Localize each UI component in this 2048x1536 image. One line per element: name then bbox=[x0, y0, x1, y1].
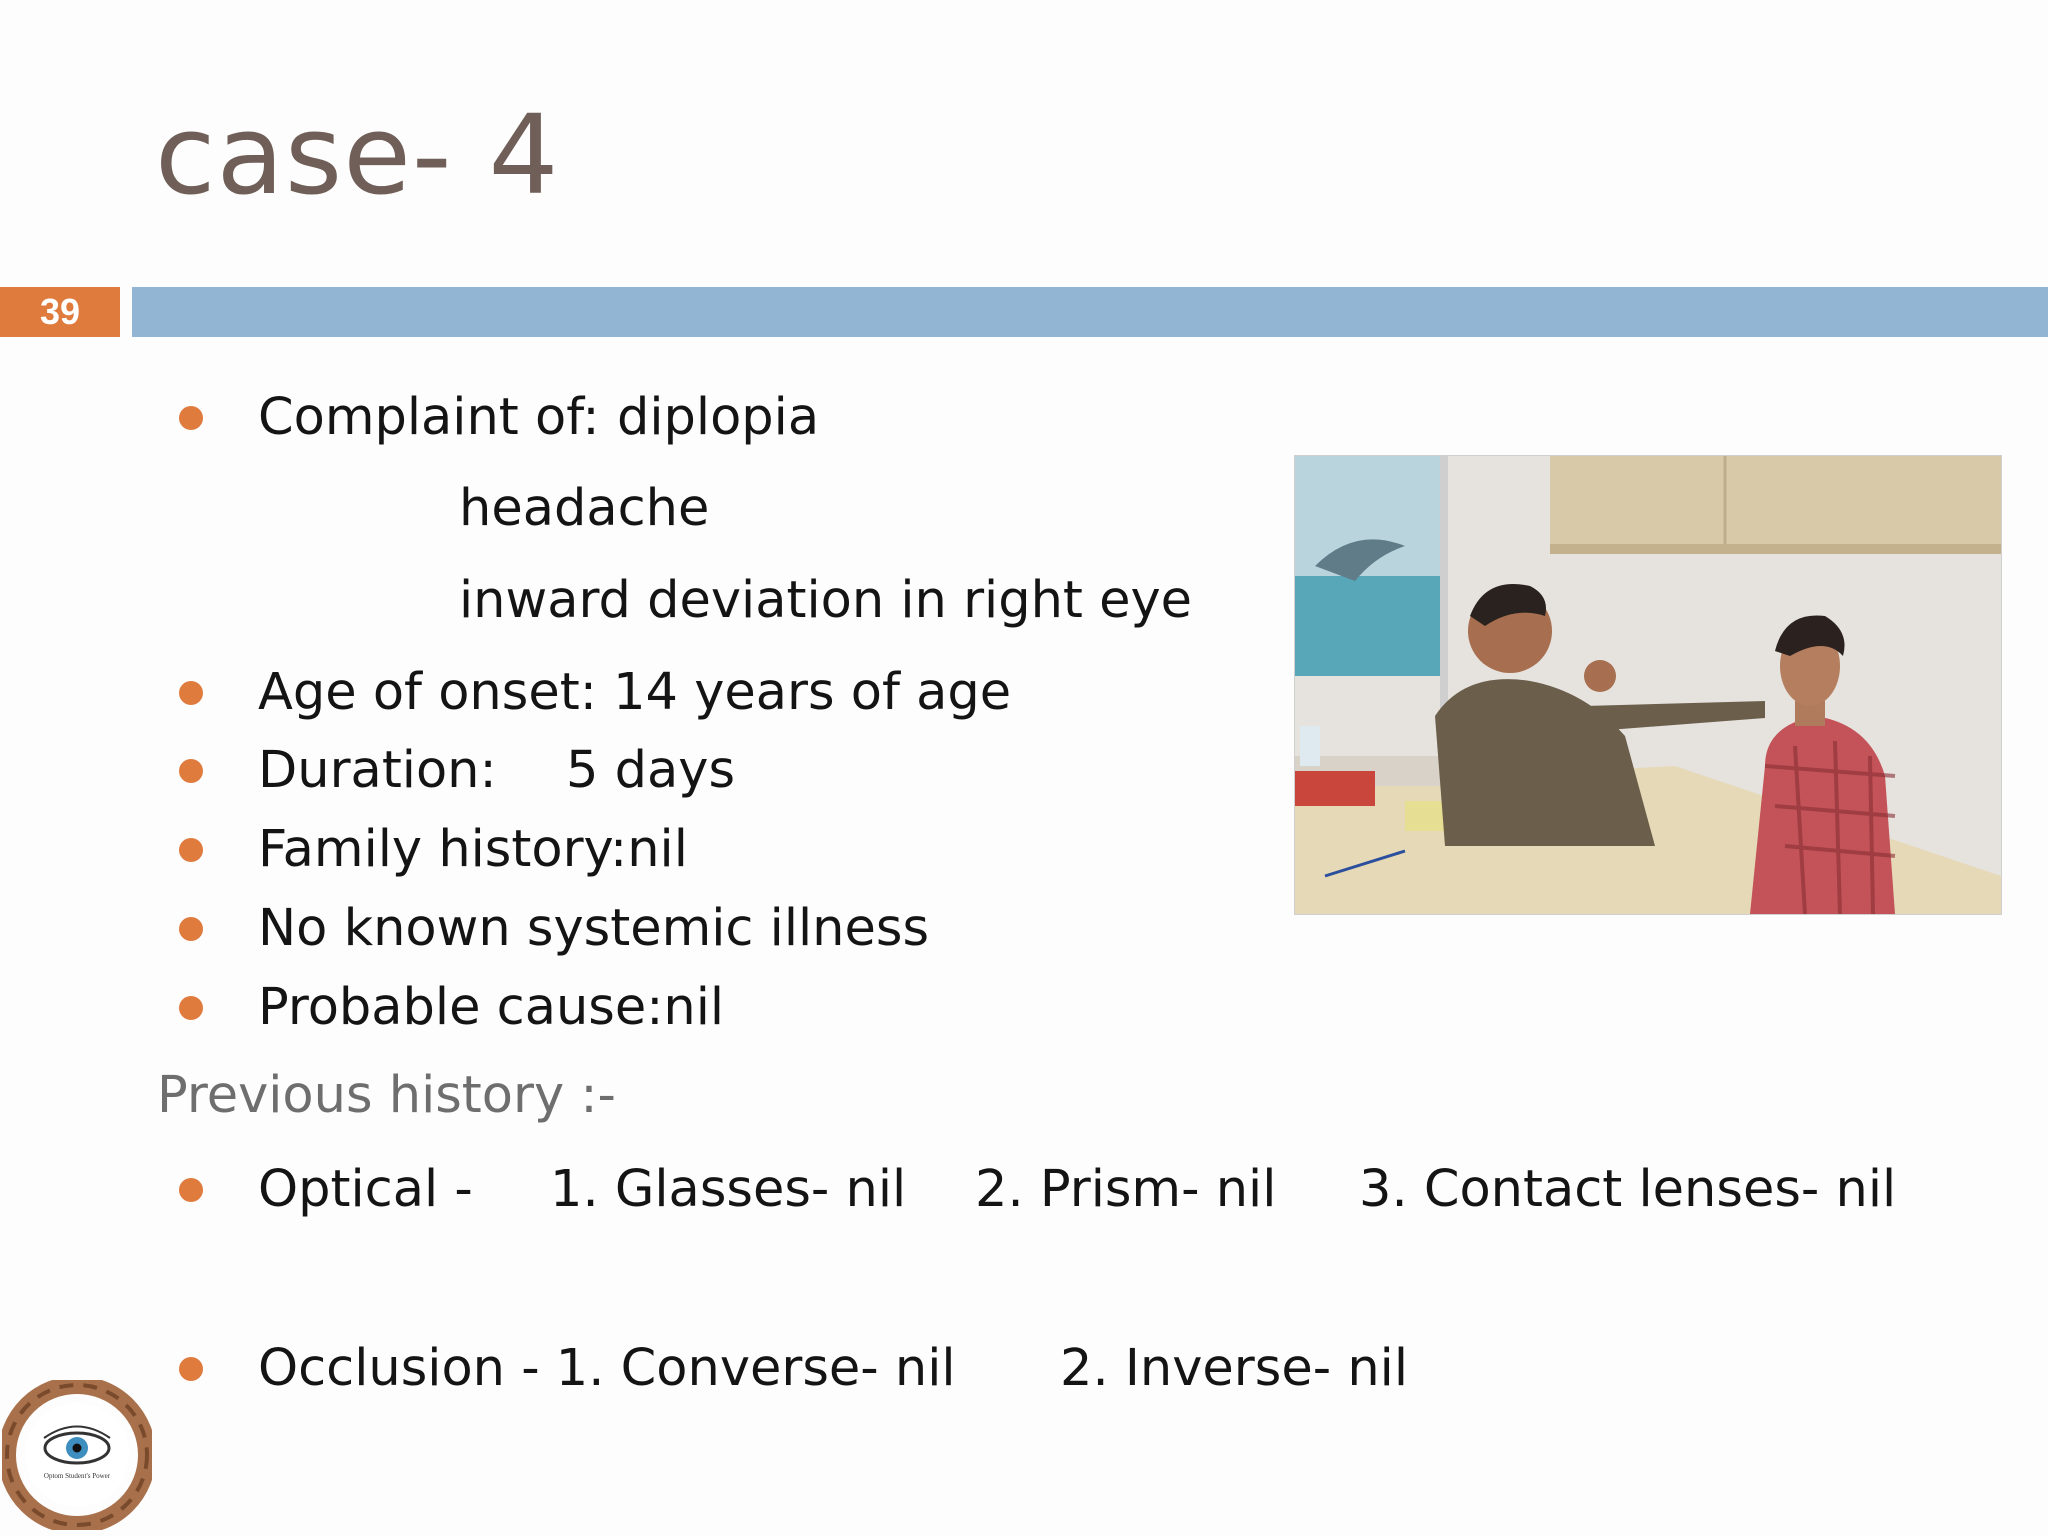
slide-title: case- 4 bbox=[155, 91, 560, 219]
complaint-item: headache bbox=[459, 479, 710, 538]
complaint-label: Complaint of: bbox=[258, 388, 600, 447]
probable-cause: Probable cause:nil bbox=[258, 978, 725, 1037]
bullet-icon bbox=[179, 1178, 203, 1202]
occlusion-label: Occlusion - 1. Converse- nil bbox=[258, 1339, 956, 1398]
complaint-item: inward deviation in right eye bbox=[459, 571, 1193, 630]
previous-history-heading: Previous history :- bbox=[157, 1066, 616, 1125]
complaint-item: diplopia bbox=[617, 388, 820, 447]
slide-number-badge: 39 bbox=[0, 287, 120, 337]
optical-item: 3. Contact lenses- nil bbox=[1359, 1160, 1897, 1219]
duration-value: 5 days bbox=[566, 741, 736, 800]
logo-text: Optom Student's Power bbox=[43, 1472, 111, 1480]
bullet-icon bbox=[179, 759, 203, 783]
logo-graphic bbox=[2, 1380, 152, 1530]
clinic-examination-photo bbox=[1294, 455, 2002, 915]
optical-item: 1. Glasses- nil bbox=[550, 1160, 907, 1219]
duration-label: Duration: bbox=[258, 741, 497, 800]
bullet-icon bbox=[179, 681, 203, 705]
bullet-icon bbox=[179, 406, 203, 430]
optical-label: Optical - bbox=[258, 1160, 473, 1219]
title-divider-bar bbox=[132, 287, 2048, 337]
systemic-illness: No known systemic illness bbox=[258, 899, 930, 958]
family-history: Family history:nil bbox=[258, 820, 688, 879]
occlusion-item: 2. Inverse- nil bbox=[1060, 1339, 1408, 1398]
bullet-icon bbox=[179, 996, 203, 1020]
optical-item: 2. Prism- nil bbox=[975, 1160, 1277, 1219]
bullet-icon bbox=[179, 917, 203, 941]
eye-hands-logo bbox=[2, 1380, 152, 1530]
clinic-photo-illustration bbox=[1295, 456, 2001, 914]
age-of-onset: Age of onset: 14 years of age bbox=[258, 663, 1012, 722]
bullet-icon bbox=[179, 1357, 203, 1381]
bullet-icon bbox=[179, 838, 203, 862]
